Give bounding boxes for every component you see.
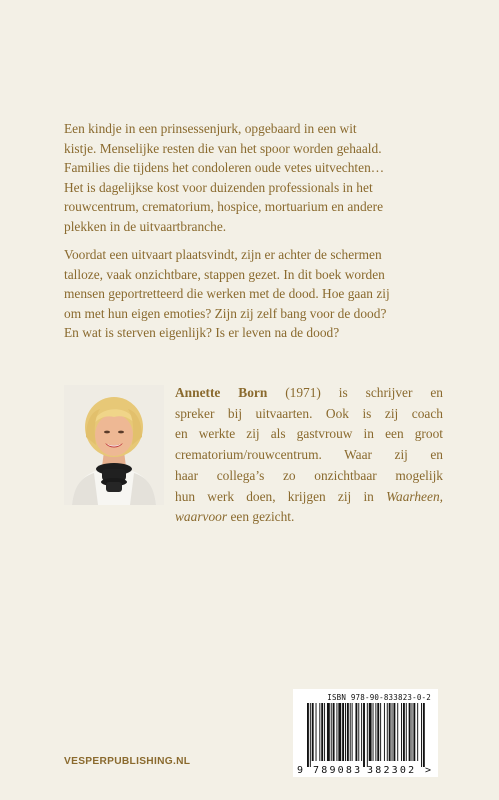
bio-line — [175, 507, 443, 528]
barcode-bar — [312, 703, 314, 761]
barcode-bar — [324, 703, 325, 761]
bio-line: haar collega’s zo onzichtbaar mogelijk — [175, 467, 443, 483]
blurb-line: om met hun eigen emoties? Zijn zij zelf bang voor de dood? — [64, 305, 387, 321]
author-bio — [175, 383, 443, 528]
barcode-bar — [338, 703, 341, 761]
barcode-bars — [307, 703, 425, 767]
barcode-bar — [373, 703, 374, 761]
barcode-bar — [401, 703, 402, 761]
barcode-bar — [333, 703, 335, 761]
barcode-bar — [417, 703, 418, 761]
blurb-line: Families die tijdens het condoleren oude vetes uitvechten… — [64, 160, 385, 175]
blurb-line: plekken in de uitvaartbranche. — [64, 218, 227, 234]
barcode-bar — [345, 703, 346, 761]
bio-line: crematorium/rouwcentrum. Waar zij en — [175, 447, 443, 463]
barcode-bar — [307, 703, 309, 767]
author-photo — [64, 385, 164, 505]
bio-line: spreker bij uitvaarten. Ook is zij coach — [175, 405, 443, 421]
barcode-digits-left: 789083 — [313, 765, 363, 776]
bio-text: (1971) is schrijver en — [267, 385, 443, 400]
bio-line — [175, 487, 443, 508]
barcode-bar — [389, 703, 391, 761]
blurb-line: En wat is sterven eigenlijk? Is er leven na de dood? — [64, 325, 340, 340]
barcode-bar — [342, 703, 344, 761]
barcode-bar — [321, 703, 323, 761]
barcode-graphic — [293, 689, 438, 777]
barcode-bar — [393, 703, 395, 761]
barcode-bar — [392, 703, 393, 761]
barcode-bar — [423, 703, 425, 767]
barcode-bar — [406, 703, 407, 761]
book-title: waarvoor — [175, 509, 228, 525]
barcode-bar — [380, 703, 381, 761]
bio-text: een gezicht. — [227, 509, 295, 525]
blurb-line: Voordat een uitvaart plaatsvindt, zijn er achter de schermen — [64, 247, 382, 262]
book-title: Waarheen, — [386, 488, 443, 504]
barcode-bar — [336, 703, 337, 761]
blurb-line: mensen geportretteerd die werken met de dood. Hoe gaan zij — [64, 286, 390, 301]
barcode-bar — [310, 703, 311, 767]
blurb-line: Een kindje in een prinsessenjurk, opgebaard in een wit — [64, 121, 357, 136]
barcode-bar — [412, 703, 413, 761]
bio-line — [175, 383, 443, 404]
bio-line: en werkte zij als gastvrouw in een groot — [175, 426, 443, 442]
barcode-digit-first: 9 — [297, 765, 304, 776]
barcode-bar — [409, 703, 411, 761]
blurb-line: Het is dagelijkse kost voor duizenden professionals in het — [64, 179, 373, 195]
barcode-bar — [355, 703, 357, 761]
barcode-bar — [421, 703, 422, 767]
barcode-bar — [316, 703, 317, 761]
publisher-url: VESPERPUBLISHING.NL — [64, 756, 191, 767]
barcode-bar — [384, 703, 385, 761]
barcode-bar — [413, 703, 415, 761]
blurb-paragraph-1 — [64, 119, 443, 236]
barcode-bar — [358, 703, 359, 761]
barcode-bar — [369, 703, 372, 761]
author-name: Annette Born — [175, 385, 268, 400]
barcode-bar — [403, 703, 405, 761]
bio-text: hun werk doen, krijgen zij in — [175, 488, 374, 504]
barcode-bar — [319, 703, 320, 761]
barcode-bar — [331, 703, 332, 761]
barcode-bar — [327, 703, 330, 761]
barcode-digits-right: 382302 — [367, 765, 417, 776]
isbn-barcode — [293, 689, 438, 777]
barcode-bar — [377, 703, 379, 761]
barcode-bar — [367, 703, 368, 767]
blurb-line: rouwcentrum, crematorium, hospice, mortuarium en andere — [64, 199, 384, 214]
barcode-bar — [387, 703, 388, 761]
barcode-bar — [350, 703, 351, 761]
barcode-bar — [363, 703, 365, 767]
author-portrait-image — [64, 385, 164, 505]
blurb-line: talloze, vaak onzichtbare, stappen gezet. In dit boek worden — [64, 266, 385, 282]
blurb-line: kistje. Menselijke resten die van het spoor worden gehaald. — [64, 140, 382, 156]
barcode-bar — [375, 703, 376, 761]
barcode-bar — [347, 703, 349, 761]
barcode-bar — [352, 703, 353, 761]
barcode-bar — [361, 703, 362, 761]
blurb-paragraph-2 — [64, 245, 443, 343]
barcode-end-mark: > — [425, 765, 432, 776]
barcode-bar — [397, 703, 398, 761]
isbn-label: ISBN 978-90-833823-0-2 — [327, 693, 431, 702]
